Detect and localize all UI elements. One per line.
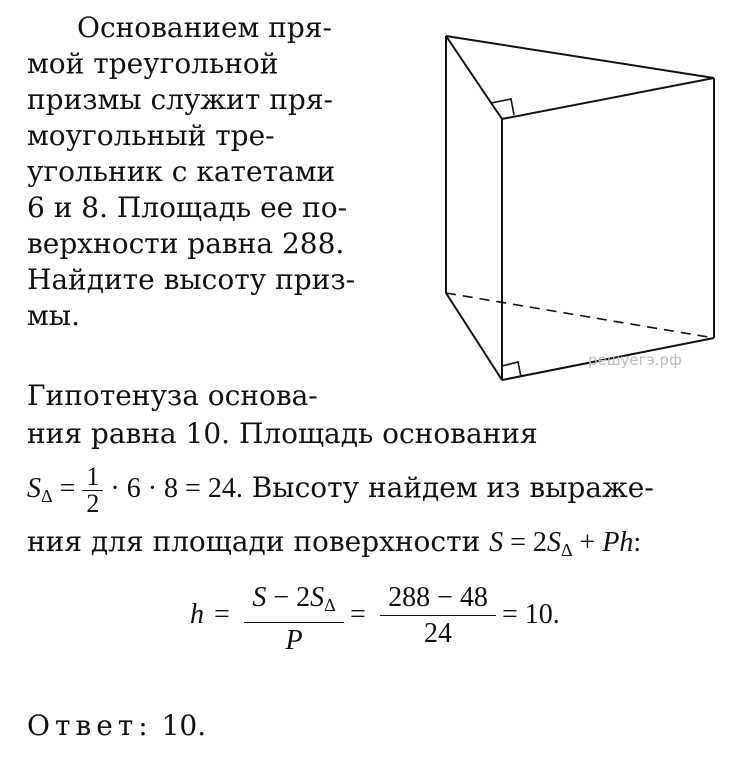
problem-text xyxy=(27,10,377,334)
solution-line: ния равна 10. Площадь основания xyxy=(27,417,538,450)
solution-line: ния для площади поверхности $S = 2S_\Delta + Ph$: xyxy=(27,525,642,560)
watermark: решуегэ.рф xyxy=(588,351,682,369)
problem-line: моугольный тре- xyxy=(27,119,275,152)
problem-line: 6 и 8. Площадь ее по- xyxy=(27,191,348,224)
problem-line: Основанием пря- xyxy=(77,11,332,44)
answer xyxy=(27,706,206,746)
top-edge xyxy=(502,78,714,119)
fraction-one-half: $\frac{1}{2}$ xyxy=(82,464,103,517)
solution-line: Гипотенуза основа- xyxy=(27,379,318,412)
problem-line: угольник с катетами xyxy=(27,155,336,188)
hidden-edge xyxy=(446,293,714,338)
problem-line: мой треугольной xyxy=(27,47,279,80)
height-formula: h = $S - 2S_\Delta$ P = 288 − 48 24 = 10. xyxy=(190,575,610,665)
right-angle-mark xyxy=(502,362,521,377)
top-edge xyxy=(446,36,502,119)
fraction-s-over-p: $S - 2S_\Delta$ P xyxy=(244,581,344,659)
top-edge xyxy=(446,36,714,78)
answer-label: Ответ: xyxy=(27,709,153,742)
base-area-formula: $S_\Delta$ = $\frac{1}{2}$ · 6 · 8 = 24. xyxy=(27,462,243,519)
solution-line: $S_\Delta$ = $\frac{1}{2}$ · 6 · 8 = 24. Высоту найдем из выраже- xyxy=(27,462,654,519)
problem-line: верхности равна 288. xyxy=(27,227,345,260)
problem-line: призмы служит пря- xyxy=(27,83,333,116)
problem-line: мы. xyxy=(27,299,80,332)
prism-figure xyxy=(440,28,730,388)
surface-area-formula: $S = 2S_\Delta + Ph$: xyxy=(489,527,642,560)
problem-line: Найдите высоту приз- xyxy=(27,263,356,296)
answer-value: 10. xyxy=(161,709,207,742)
bottom-edge xyxy=(446,293,502,380)
fraction-numeric: 288 − 48 24 xyxy=(380,581,496,652)
